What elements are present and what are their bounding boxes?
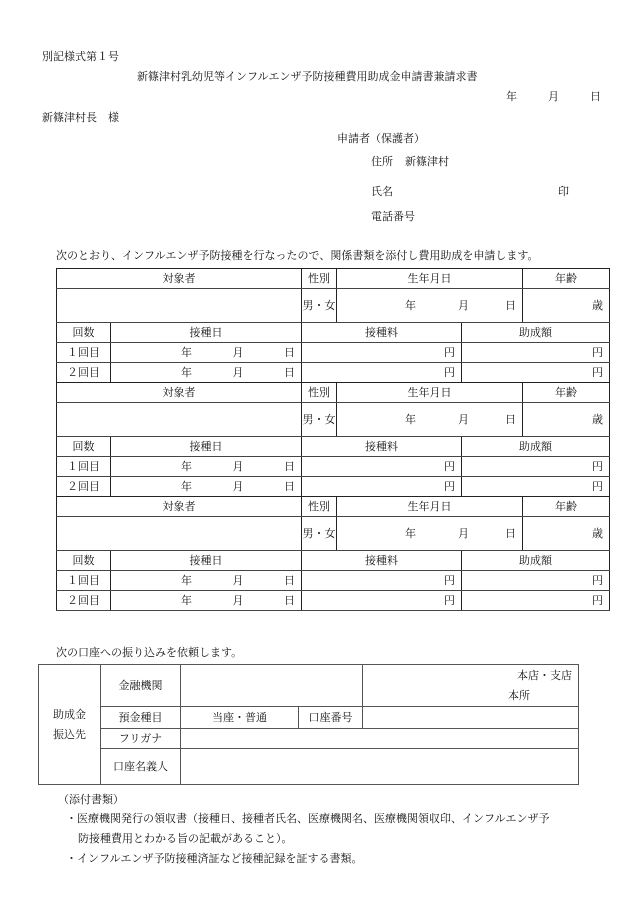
times-header: 回数 — [57, 323, 111, 343]
vaccination-date-cell[interactable] — [111, 591, 302, 611]
dose-label: １回目 — [57, 571, 111, 591]
sex-cell[interactable]: 男・女 — [302, 289, 337, 323]
sex-cell[interactable]: 男・女 — [302, 517, 337, 551]
address-label: 住所 — [371, 155, 393, 168]
branch-option-2: 本所 — [508, 688, 530, 702]
fee-cell[interactable]: 円 — [302, 363, 462, 383]
date-y: 年 — [181, 574, 192, 587]
date-year: 年 — [506, 90, 517, 103]
fee-cell[interactable]: 円 — [302, 571, 462, 591]
subject-header: 対象者 — [57, 497, 302, 517]
name-label: 氏名 — [371, 185, 393, 198]
vaccination-date-header: 接種日 — [111, 551, 302, 571]
fee-header: 接種料 — [302, 437, 462, 457]
seal-mark: 印 — [558, 185, 569, 198]
date-d: 日 — [284, 480, 295, 493]
subsidy-header: 助成額 — [462, 323, 610, 343]
birthdate-header: 生年月日 — [337, 383, 523, 403]
form-number: 別記様式第１号 — [42, 50, 119, 63]
date-m: 月 — [232, 574, 244, 587]
transfer-label-line2: 振込先 — [53, 727, 86, 741]
holder-label: 口座名義人 — [101, 749, 181, 785]
date-y: 年 — [181, 480, 192, 493]
fee-cell[interactable]: 円 — [302, 457, 462, 477]
date-y: 年 — [181, 366, 192, 379]
birthdate-cell[interactable] — [337, 517, 523, 551]
fee-cell[interactable]: 円 — [302, 591, 462, 611]
birthdate-cell[interactable] — [337, 403, 523, 437]
date-m: 月 — [232, 366, 244, 379]
addressee: 新篠津村長 様 — [42, 111, 119, 124]
vaccination-date-cell[interactable] — [111, 477, 302, 497]
birth-month: 月 — [458, 299, 470, 312]
birth-year: 年 — [405, 413, 417, 426]
subject-name-cell[interactable] — [57, 517, 302, 551]
subsidy-cell[interactable]: 円 — [462, 343, 610, 363]
subsidy-cell[interactable]: 円 — [462, 591, 610, 611]
branch-option-1: 本店・支店 — [517, 668, 572, 682]
birth-day: 日 — [505, 299, 517, 312]
fee-header: 接種料 — [302, 551, 462, 571]
fee-header: 接種料 — [302, 323, 462, 343]
vaccination-date-cell[interactable] — [111, 363, 302, 383]
furigana-label: フリガナ — [101, 729, 181, 749]
date-line — [506, 91, 601, 102]
subject-header: 対象者 — [57, 269, 302, 289]
birth-day: 日 — [505, 413, 517, 426]
attachment-item-1-line2: 防接種費用とわかる旨の記載があること）。 — [78, 832, 293, 845]
sex-header: 性別 — [302, 383, 337, 403]
subject-name-cell[interactable] — [57, 289, 302, 323]
intro-text: 次のとおり、インフルエンザ予防接種を行なったので、関係書類を添付し費用助成を申請します。 — [56, 249, 539, 262]
subsidy-cell[interactable]: 円 — [462, 477, 610, 497]
applicant-heading: 申請者（保護者） — [337, 132, 425, 145]
age-cell[interactable]: 歳 — [523, 289, 610, 323]
dose-label: ２回目 — [57, 591, 111, 611]
attachment-item-1-line1: ・医療機関発行の領収書（接種日、接種者氏名、医療機関名、医療機関領収印、インフルエンザ予 — [66, 812, 550, 825]
sex-header: 性別 — [302, 497, 337, 517]
deposit-type-value[interactable]: 当座・普通 — [181, 707, 299, 729]
date-d: 日 — [284, 574, 295, 587]
age-cell[interactable]: 歳 — [523, 403, 610, 437]
sex-cell[interactable]: 男・女 — [302, 403, 337, 437]
subsidy-header: 助成額 — [462, 437, 610, 457]
subsidy-header: 助成額 — [462, 551, 610, 571]
branch-cell[interactable] — [363, 665, 579, 707]
subsidy-cell[interactable]: 円 — [462, 363, 610, 383]
fee-cell[interactable]: 円 — [302, 343, 462, 363]
date-m: 月 — [232, 480, 244, 493]
subsidy-cell[interactable]: 円 — [462, 571, 610, 591]
date-d: 日 — [284, 366, 295, 379]
subsidy-cell[interactable]: 円 — [462, 457, 610, 477]
date-y: 年 — [181, 346, 192, 359]
subject-header: 対象者 — [57, 383, 302, 403]
birth-day: 日 — [505, 527, 517, 540]
birthdate-header: 生年月日 — [337, 269, 523, 289]
subsidy-table — [56, 268, 610, 611]
vaccination-date-header: 接種日 — [111, 437, 302, 457]
times-header: 回数 — [57, 437, 111, 457]
institution-label: 金融機関 — [101, 665, 181, 707]
birthdate-cell[interactable] — [337, 289, 523, 323]
vaccination-date-cell[interactable] — [111, 571, 302, 591]
account-number-input[interactable] — [363, 707, 579, 729]
birthdate-header: 生年月日 — [337, 497, 523, 517]
transfer-destination-label — [39, 665, 101, 785]
address-value: 新篠津村 — [405, 155, 449, 168]
attachments-heading: （添付書類） — [58, 793, 124, 806]
date-d: 日 — [284, 346, 295, 359]
phone-label: 電話番号 — [371, 210, 415, 223]
attachment-item-2: ・インフルエンザ予防接種済証など接種記録を証する書類。 — [66, 852, 363, 865]
vaccination-date-header: 接種日 — [111, 323, 302, 343]
account-number-label: 口座番号 — [299, 707, 363, 729]
form-title: 新篠津村乳幼児等インフルエンザ予防接種費用助成金申請書兼請求書 — [137, 70, 478, 83]
age-header: 年齢 — [523, 497, 610, 517]
age-header: 年齢 — [523, 269, 610, 289]
bank-request-text: 次の口座への振り込みを依頼します。 — [56, 646, 243, 659]
transfer-label-line1: 助成金 — [53, 707, 86, 721]
date-month: 月 — [548, 90, 559, 103]
furigana-input[interactable] — [181, 729, 579, 749]
subject-name-cell[interactable] — [57, 403, 302, 437]
dose-label: １回目 — [57, 457, 111, 477]
date-d: 日 — [284, 594, 295, 607]
date-m: 月 — [232, 594, 244, 607]
vaccination-date-cell[interactable] — [111, 343, 302, 363]
dose-label: ２回目 — [57, 363, 111, 383]
times-header: 回数 — [57, 551, 111, 571]
deposit-type-label: 預金種目 — [101, 707, 181, 729]
date-m: 月 — [232, 346, 244, 359]
institution-input[interactable] — [181, 665, 363, 707]
holder-input[interactable] — [181, 749, 579, 785]
bank-table — [38, 664, 579, 785]
date-y: 年 — [181, 460, 192, 473]
date-d: 日 — [284, 460, 295, 473]
age-header: 年齢 — [523, 383, 610, 403]
age-cell[interactable]: 歳 — [523, 517, 610, 551]
dose-label: １回目 — [57, 343, 111, 363]
date-y: 年 — [181, 594, 192, 607]
birth-month: 月 — [458, 527, 470, 540]
vaccination-date-cell[interactable] — [111, 457, 302, 477]
birth-year: 年 — [405, 299, 417, 312]
sex-header: 性別 — [302, 269, 337, 289]
date-m: 月 — [232, 460, 244, 473]
fee-cell[interactable]: 円 — [302, 477, 462, 497]
dose-label: ２回目 — [57, 477, 111, 497]
birth-month: 月 — [458, 413, 470, 426]
birth-year: 年 — [405, 527, 417, 540]
date-day: 日 — [590, 90, 601, 103]
